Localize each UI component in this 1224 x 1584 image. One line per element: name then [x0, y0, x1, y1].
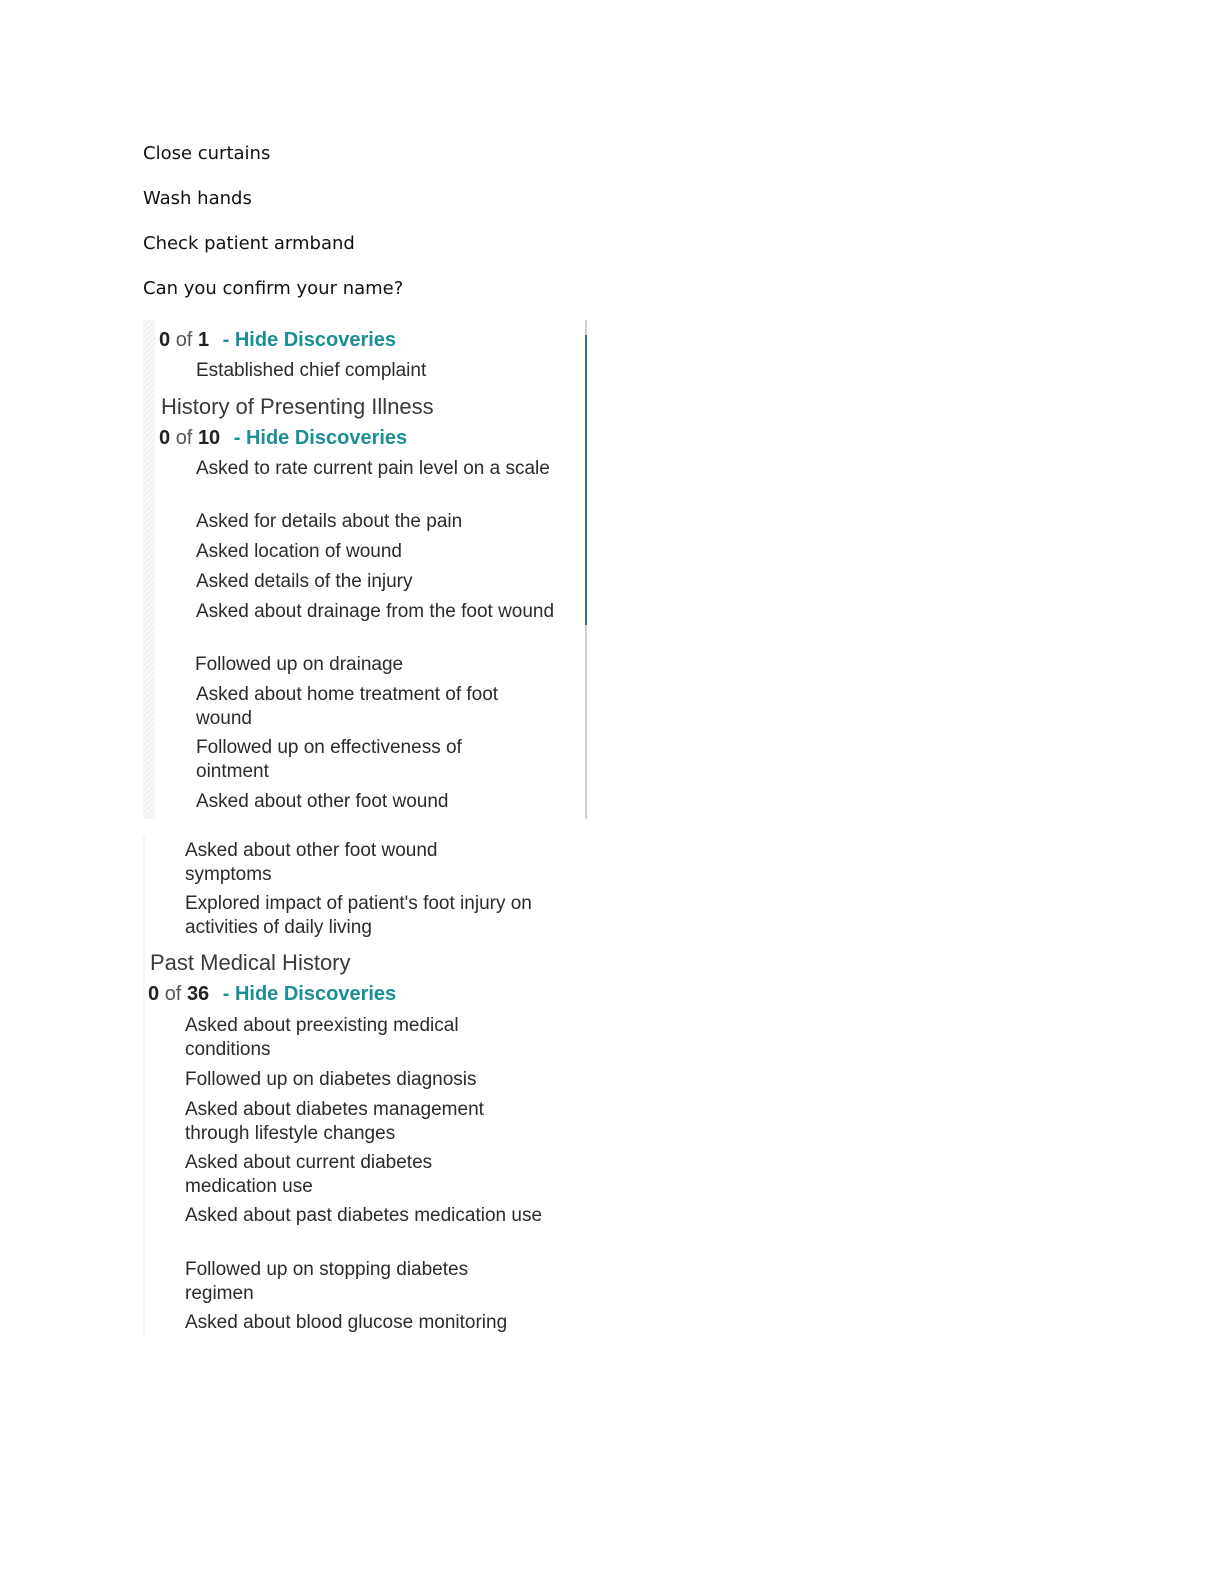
intro-line: Close curtains	[143, 143, 271, 164]
total-count: 10	[197, 427, 221, 449]
discovery-item: Asked about blood glucose monitoring	[185, 1312, 508, 1333]
discovery-item: Followed up on drainage	[195, 654, 404, 675]
discovered-count: 0	[159, 427, 171, 449]
chief-complaint-counter	[159, 328, 396, 352]
discovery-item: Followed up on stopping diabetes regimen	[185, 1259, 469, 1304]
hide-discoveries-link[interactable]: - Hide Discoveries	[222, 983, 397, 1005]
of-label: of	[164, 983, 182, 1005]
discovery-item: Asked about diabetes management through lifestyle changes	[185, 1099, 484, 1144]
intro-line: Can you confirm your name?	[143, 278, 404, 299]
discovered-count: 0	[159, 329, 171, 351]
discovery-item: Asked about other foot wound symptoms	[185, 840, 438, 885]
hide-discoveries-link[interactable]: - Hide Discoveries	[222, 329, 397, 351]
discovery-item: Asked about other foot wound	[196, 791, 449, 812]
scroll-thumb[interactable]	[585, 335, 587, 625]
discovery-item: Asked about home treatment of foot wound	[196, 684, 499, 729]
discovered-count: 0	[148, 983, 160, 1005]
intro-notes	[143, 142, 403, 322]
discovery-item: Asked about current diabetes medication use	[185, 1152, 433, 1197]
discovery-item: Established chief complaint	[196, 360, 427, 381]
discovery-item: Asked about drainage from the foot wound	[196, 601, 555, 622]
discovery-item: Asked location of wound	[196, 541, 402, 562]
section-title-hpi: History of Presenting Illness	[161, 394, 434, 419]
intro-line: Check patient armband	[143, 233, 355, 254]
discovery-item: Followed up on diabetes diagnosis	[185, 1069, 477, 1090]
total-count: 36	[186, 983, 210, 1005]
panel-edge-line	[143, 836, 145, 1338]
discovery-item: Followed up on effectiveness of ointment	[196, 737, 462, 782]
hide-discoveries-link[interactable]: - Hide Discoveries	[233, 427, 408, 449]
discovery-item: Asked details of the injury	[196, 571, 413, 592]
discovery-item: Explored impact of patient's foot injury on activities of daily living	[185, 893, 532, 938]
of-label: of	[175, 329, 193, 351]
intro-line: Wash hands	[143, 188, 252, 209]
discovery-item: Asked for details about the pain	[196, 511, 463, 532]
hpi-counter	[159, 426, 407, 450]
section-title-pmh: Past Medical History	[150, 950, 351, 975]
total-count: 1	[197, 329, 210, 351]
discoveries-screenshot-1	[143, 320, 588, 819]
discovery-item: Asked to rate current pain level on a scale	[196, 458, 550, 479]
discovery-item: Asked about past diabetes medication use	[185, 1205, 543, 1226]
discovery-item: Asked about preexisting medical conditions	[185, 1015, 459, 1060]
discoveries-screenshot-2	[143, 836, 588, 1338]
of-label: of	[175, 427, 193, 449]
panel-edge-stripe	[143, 320, 155, 819]
pmh-counter	[148, 982, 396, 1006]
